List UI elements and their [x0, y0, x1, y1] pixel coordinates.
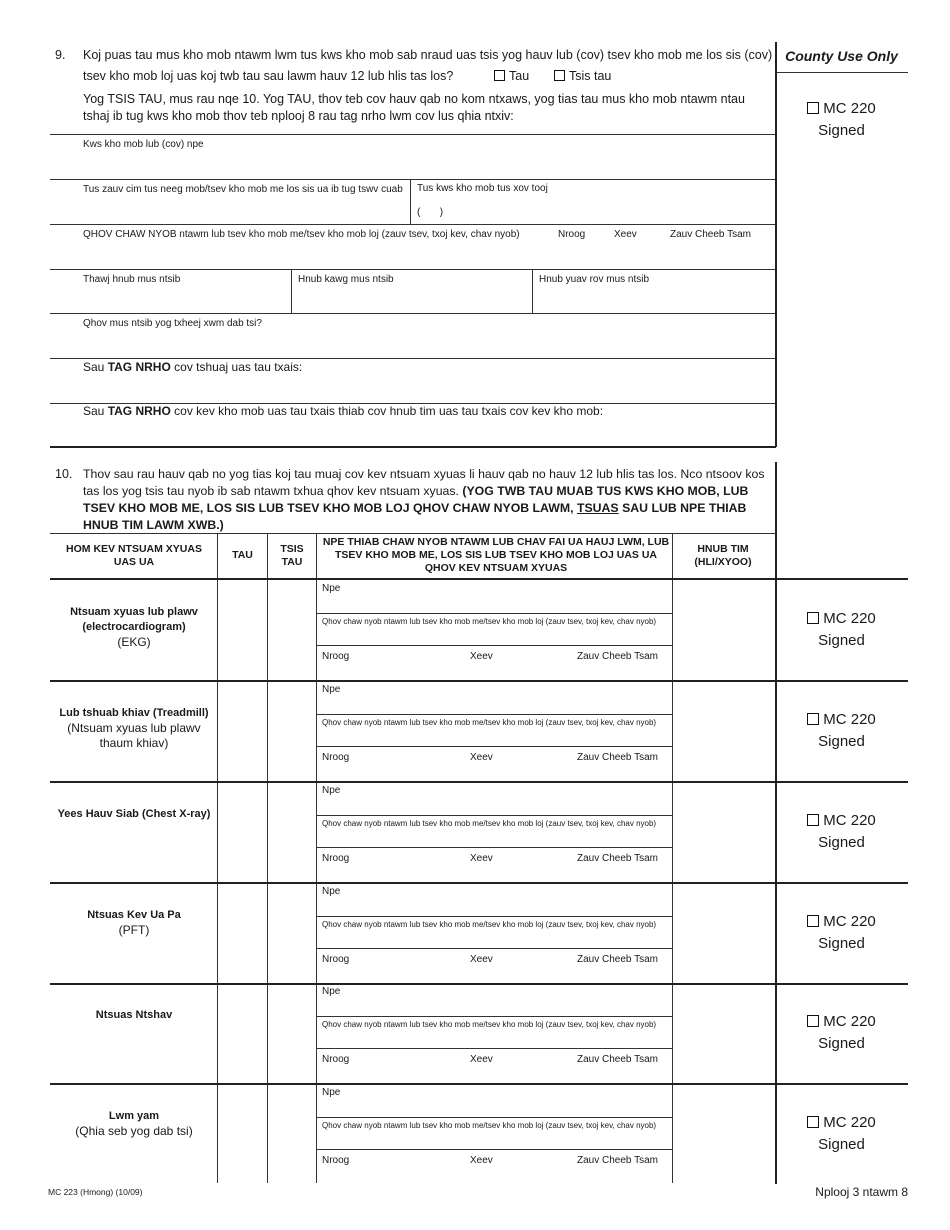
state-label: Xeev [614, 229, 637, 240]
test-row-0-name [50, 605, 218, 650]
mc220-option[interactable] [779, 608, 904, 630]
doctor-name-field[interactable] [50, 150, 770, 178]
next-visit-label: Hnub yuav rov mus ntsib [539, 274, 650, 285]
mc220-option[interactable] [779, 1011, 904, 1033]
mc220-label: MC 220 [823, 1013, 876, 1030]
test-subname: (Ntsuam xyuas lub plawv thaum khiav) [67, 721, 201, 750]
test-yes-cell[interactable] [218, 982, 266, 1082]
header-test: HOM KEV NTSUAM XYUAS UAS UA [66, 543, 202, 568]
test-zip-label: Zauv Cheeb Tsam [577, 651, 658, 662]
test-no-cell[interactable] [268, 1083, 315, 1183]
test-date-field[interactable] [673, 781, 774, 881]
mc220-option[interactable] [779, 911, 904, 933]
q9-no-checkbox[interactable] [554, 70, 565, 81]
test-city-label: Nroog [322, 1054, 350, 1065]
test-state-label: Xeev [470, 1054, 493, 1065]
test-no-cell[interactable] [268, 882, 315, 982]
test-provider-name-label: Npe [322, 886, 341, 897]
mc220-checkbox[interactable] [807, 713, 819, 725]
county-box-row[interactable] [779, 1112, 904, 1156]
q9-question-line2: tsev kho mob loj uas koj twb tau sau lawm hauv 12 lub hlis tas los? [83, 69, 454, 83]
test-yes-cell[interactable] [218, 680, 266, 780]
test-date-field[interactable] [673, 982, 774, 1082]
test-provider-address-label: Qhov chaw nyob ntawm lub tsev kho mob me/tsev kho mob loj (zauv tsev, txoj kev, chav nyob) [322, 718, 657, 727]
mc220-label: MC 220 [823, 711, 876, 728]
recent-visit-label: Hnub kawg mus ntsib [298, 274, 394, 285]
test-name: Lwm yam [108, 1110, 160, 1122]
test-provider-address-label: Qhov chaw nyob ntawm lub tsev kho mob me/tsev kho mob loj (zauv tsev, txoj kev, chav nyob) [322, 1020, 657, 1029]
treatment-label: Sau TAG NRHO cov tshuaj uas tau txais: [83, 360, 303, 374]
test-provider-address-label: Qhov chaw nyob ntawm lub tsev kho mob me/tsev kho mob loj (zauv tsev, txoj kev, chav nyob) [322, 1121, 657, 1130]
mc220-checkbox[interactable] [807, 102, 819, 114]
q9-yes-label: Tau [509, 69, 530, 83]
test-name: Lub tshuab khiav (Treadmill) [59, 707, 209, 719]
test-city-label: Nroog [322, 954, 350, 965]
zip-label: Zauv Cheeb Tsam [670, 229, 751, 240]
mc220-label: MC 220 [823, 610, 876, 627]
mc220-checkbox[interactable] [807, 612, 819, 624]
test-date-field[interactable] [673, 1083, 774, 1183]
first-visit-label: Thawj hnub mus ntsib [83, 274, 181, 285]
test-row-4-name [50, 1008, 218, 1023]
doctor-name-label: Kws kho mob lub (cov) npe [83, 139, 204, 150]
test-date-field[interactable] [673, 882, 774, 982]
test-provider-address-label: Qhov chaw nyob ntawm lub tsev kho mob me/tsev kho mob loj (zauv tsev, txoj kev, chav nyob) [322, 819, 657, 828]
test-state-label: Xeev [470, 752, 493, 763]
test-name: Ntsuas Ntshav [95, 1009, 173, 1021]
contact-person-label: Tus zauv cim tus neeg mob/tsev kho mob me los sis ua ib tug tswv cuab [83, 184, 403, 195]
test-date-field[interactable] [673, 680, 774, 780]
signed-label: Signed [818, 632, 865, 649]
test-subname: (Qhia seb yog dab tsi) [75, 1124, 193, 1138]
q9-instruction: Yog TSIS TAU, mus rau nqe 10. Yog TAU, thov teb cov hauv qab no kom ntxaws, yog tias tau mus kho mob ntawm ntau tshaj ib tug kws kho mob thov teb nplooj 8 rau tag nrho lwm cov lus qhia ntxiv: [83, 92, 745, 123]
signed-label: Signed [818, 733, 865, 750]
test-state-label: Xeev [470, 651, 493, 662]
signed-label: Signed [818, 935, 865, 952]
q10-intro: Thov sau rau hauv qab no yog tias koj tau muaj cov kev ntsuam xyuas li hauv qab no hauv 12 lub hlis tas los. Nco ntsoov kos tas los yog tsis tau nyob ib sab ntawm txhua qhov kev ntsuam xyuas. (YOG TWB TAU MUAB TUS KWS KHO MOB, LUB TSEV KHO MOB ME, LOS SIS LUB TSEV KHO MOB LOJ QHOV CHAW NYOB LAWM, TSUAS SAU LUB NPE THIAB HNUB TIM LAWM XWB.) [83, 467, 765, 532]
mc220-option[interactable] [779, 810, 904, 832]
mc220-option[interactable] [779, 709, 904, 731]
header-date: HNUB TIM (HLI/XYOO) [694, 543, 752, 568]
header-no: TSIS TAU [280, 543, 304, 568]
q9-question-line1: Koj puas tau mus kho mob ntawm lwm tus kws kho mob sab nraud uas tsis yog hauv lub (cov) tsev kho mob me los sis (cov) [83, 48, 773, 62]
page-number: Nplooj 3 ntawm 8 [815, 1185, 908, 1199]
mc220-label: MC 220 [823, 100, 876, 117]
test-zip-label: Zauv Cheeb Tsam [577, 954, 658, 965]
county-use-title: County Use Only [785, 48, 898, 64]
test-city-label: Nroog [322, 1155, 350, 1166]
signed-label: Signed [818, 1035, 865, 1052]
address-label: QHOV CHAW NYOB ntawm lub tsev kho mob me/tsev kho mob loj (zauv tsev, txoj kev, chav nyob) [83, 229, 520, 240]
test-zip-label: Zauv Cheeb Tsam [577, 853, 658, 864]
test-city-label: Nroog [322, 651, 350, 662]
signed-label: Signed [818, 122, 865, 139]
county-box-row[interactable] [779, 810, 904, 854]
test-row-2-name [50, 807, 218, 822]
mc220-label: MC 220 [823, 913, 876, 930]
test-row-1-name [50, 706, 218, 751]
phone-label: Tus kws kho mob tus xov tooj [417, 183, 548, 194]
q10-number: 10. [55, 467, 73, 481]
test-date-field[interactable] [673, 579, 774, 679]
test-provider-name-label: Npe [322, 684, 341, 695]
test-no-cell[interactable] [268, 982, 315, 1082]
county-box-q9[interactable] [779, 98, 904, 142]
test-zip-label: Zauv Cheeb Tsam [577, 1054, 658, 1065]
mc220-checkbox[interactable] [807, 1015, 819, 1027]
header-yes: TAU [232, 549, 253, 561]
test-row-5-name [50, 1109, 218, 1139]
test-state-label: Xeev [470, 853, 493, 864]
header-details: NPE THIAB CHAW NYOB NTAWM LUB CHAV FAI UA HAUJ LWM, LUB TSEV KHO MOB ME, LOS SIS LUB TSEV KHO MOB LOJ UAS UA QHOV KEV NTSUAM XYUAS [322, 536, 670, 574]
mc220-option[interactable] [779, 1112, 904, 1134]
reason-label: Qhov mus ntsib yog txheej xwm dab tsi? [83, 318, 262, 329]
test-zip-label: Zauv Cheeb Tsam [577, 752, 658, 763]
signed-label: Signed [818, 1136, 865, 1153]
test-yes-cell[interactable] [218, 579, 266, 679]
test-no-cell[interactable] [268, 680, 315, 780]
test-city-label: Nroog [322, 853, 350, 864]
county-box-row[interactable] [779, 911, 904, 955]
care-label: Sau TAG NRHO cov kev kho mob uas tau txais thiab cov hnub tim uas tau txais cov kev kho mob: [83, 404, 604, 418]
form-id: MC 223 (Hmong) (10/09) [48, 1187, 143, 1197]
city-label: Nroog [558, 229, 586, 240]
mc220-label: MC 220 [823, 1114, 876, 1131]
q9-no-label: Tsis tau [569, 69, 612, 83]
q9-number: 9. [55, 48, 66, 62]
test-subname: (PFT) [118, 923, 150, 937]
test-provider-name-label: Npe [322, 986, 341, 997]
test-state-label: Xeev [470, 954, 493, 965]
signed-label: Signed [818, 834, 865, 851]
test-name: Ntsuam xyuas lub plawv (electrocardiogram) [70, 606, 198, 633]
test-zip-label: Zauv Cheeb Tsam [577, 1155, 658, 1166]
mc220-checkbox[interactable] [807, 1116, 819, 1128]
test-city-label: Nroog [322, 752, 350, 763]
test-no-cell[interactable] [268, 579, 315, 679]
county-box-row[interactable] [779, 709, 904, 753]
test-provider-address-label: Qhov chaw nyob ntawm lub tsev kho mob me/tsev kho mob loj (zauv tsev, txoj kev, chav nyob) [322, 617, 657, 626]
test-subname: (EKG) [117, 635, 151, 649]
phone-field[interactable]: ( ) [417, 207, 444, 218]
test-name: Ntsuas Kev Ua Pa [87, 909, 181, 921]
q9-yes-checkbox[interactable] [494, 70, 505, 81]
q9-no-option[interactable] [554, 68, 611, 85]
test-name: Yees Hauv Siab (Chest X-ray) [57, 808, 211, 820]
test-provider-name-label: Npe [322, 1087, 341, 1098]
test-provider-address-label: Qhov chaw nyob ntawm lub tsev kho mob me/tsev kho mob loj (zauv tsev, txoj kev, chav nyob) [322, 920, 657, 929]
test-yes-cell[interactable] [218, 882, 266, 982]
test-row-3-name [50, 908, 218, 938]
county-box-row[interactable] [779, 608, 904, 652]
q9-yes-option[interactable] [494, 68, 529, 85]
test-yes-cell[interactable] [218, 1083, 266, 1183]
mc220-checkbox[interactable] [807, 915, 819, 927]
test-state-label: Xeev [470, 1155, 493, 1166]
test-provider-name-label: Npe [322, 785, 341, 796]
mc220-option[interactable] [779, 98, 904, 120]
county-box-row[interactable] [779, 1011, 904, 1055]
test-no-cell[interactable] [268, 781, 315, 881]
test-provider-name-label: Npe [322, 583, 341, 594]
mc220-checkbox[interactable] [807, 814, 819, 826]
test-yes-cell[interactable] [218, 781, 266, 881]
mc220-label: MC 220 [823, 812, 876, 829]
